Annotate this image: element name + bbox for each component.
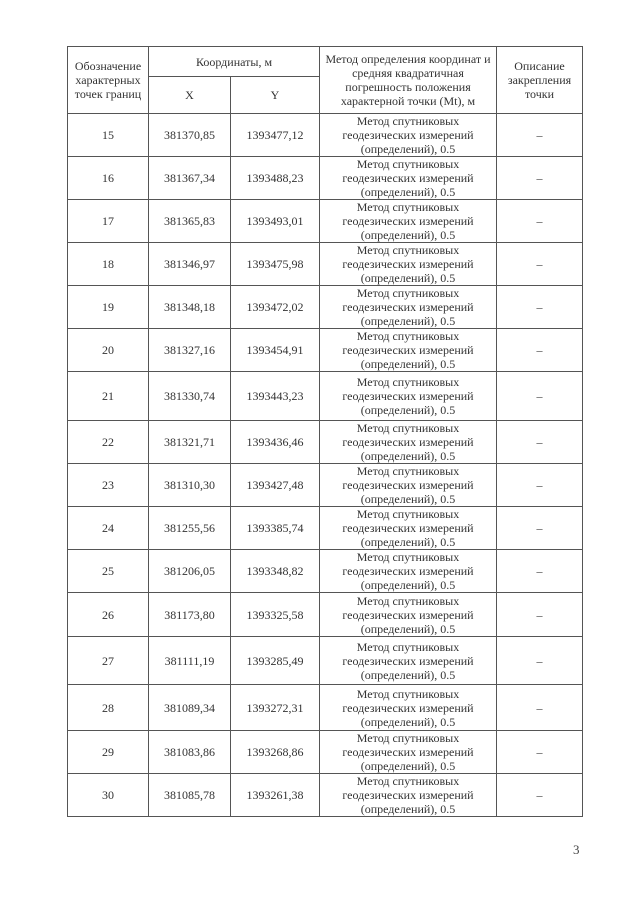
point-number-cell: 27 bbox=[68, 637, 149, 685]
table-row bbox=[68, 114, 583, 157]
coord-x-cell: 381348,18 bbox=[149, 286, 231, 329]
coord-x-cell: 381367,34 bbox=[149, 157, 231, 200]
coord-x-cell: 381083,86 bbox=[149, 731, 231, 774]
table-row bbox=[68, 507, 583, 550]
header-designation: Обозначение характерных точек границ bbox=[68, 47, 149, 114]
table-row bbox=[68, 731, 583, 774]
description-cell: – bbox=[497, 372, 583, 421]
coord-x-cell: 381365,83 bbox=[149, 200, 231, 243]
table-row bbox=[68, 637, 583, 685]
coord-x-cell: 381321,71 bbox=[149, 421, 231, 464]
description-cell: – bbox=[497, 329, 583, 372]
method-cell: Метод спутниковых геодезических измерений (определений), 0.5 bbox=[320, 114, 497, 157]
table-row bbox=[68, 372, 583, 421]
coord-y-cell: 1393477,12 bbox=[231, 114, 320, 157]
point-number-cell: 24 bbox=[68, 507, 149, 550]
coord-y-cell: 1393488,23 bbox=[231, 157, 320, 200]
method-cell: Метод спутниковых геодезических измерений (определений), 0.5 bbox=[320, 464, 497, 507]
point-number-cell: 29 bbox=[68, 731, 149, 774]
table-row bbox=[68, 421, 583, 464]
coord-y-cell: 1393285,49 bbox=[231, 637, 320, 685]
point-number-cell: 19 bbox=[68, 286, 149, 329]
header-description: Описание закрепления точки bbox=[497, 47, 583, 114]
coord-y-cell: 1393272,31 bbox=[231, 685, 320, 731]
description-cell: – bbox=[497, 157, 583, 200]
table-row bbox=[68, 685, 583, 731]
method-cell: Метод спутниковых геодезических измерений (определений), 0.5 bbox=[320, 286, 497, 329]
description-cell: – bbox=[497, 731, 583, 774]
table-row bbox=[68, 464, 583, 507]
coordinates-table bbox=[67, 46, 583, 817]
coord-y-cell: 1393427,48 bbox=[231, 464, 320, 507]
coord-y-cell: 1393348,82 bbox=[231, 550, 320, 593]
coord-y-cell: 1393436,46 bbox=[231, 421, 320, 464]
header-method: Метод определения координат и средняя квадратичная погрешность положения характерной точки (Mt), м bbox=[320, 47, 497, 114]
point-number-cell: 16 bbox=[68, 157, 149, 200]
coord-y-cell: 1393261,38 bbox=[231, 774, 320, 817]
method-cell: Метод спутниковых геодезических измерений (определений), 0.5 bbox=[320, 637, 497, 685]
description-cell: – bbox=[497, 464, 583, 507]
coord-y-cell: 1393454,91 bbox=[231, 329, 320, 372]
description-cell: – bbox=[497, 774, 583, 817]
method-cell: Метод спутниковых геодезических измерений (определений), 0.5 bbox=[320, 774, 497, 817]
method-cell: Метод спутниковых геодезических измерений (определений), 0.5 bbox=[320, 685, 497, 731]
header-y: Y bbox=[231, 77, 320, 114]
coord-x-cell: 381255,56 bbox=[149, 507, 231, 550]
point-number-cell: 23 bbox=[68, 464, 149, 507]
coord-x-cell: 381327,16 bbox=[149, 329, 231, 372]
header-coordinates: Координаты, м bbox=[149, 47, 320, 77]
coord-x-cell: 381085,78 bbox=[149, 774, 231, 817]
point-number-cell: 28 bbox=[68, 685, 149, 731]
coord-x-cell: 381330,74 bbox=[149, 372, 231, 421]
coord-x-cell: 381346,97 bbox=[149, 243, 231, 286]
point-number-cell: 15 bbox=[68, 114, 149, 157]
description-cell: – bbox=[497, 114, 583, 157]
description-cell: – bbox=[497, 593, 583, 637]
page-number: 3 bbox=[573, 842, 580, 857]
description-cell: – bbox=[497, 637, 583, 685]
coord-x-cell: 381173,80 bbox=[149, 593, 231, 637]
method-cell: Метод спутниковых геодезических измерений (определений), 0.5 bbox=[320, 329, 497, 372]
point-number-cell: 17 bbox=[68, 200, 149, 243]
description-cell: – bbox=[497, 243, 583, 286]
table-row bbox=[68, 286, 583, 329]
table-row bbox=[68, 550, 583, 593]
method-cell: Метод спутниковых геодезических измерений (определений), 0.5 bbox=[320, 593, 497, 637]
coord-y-cell: 1393385,74 bbox=[231, 507, 320, 550]
description-cell: – bbox=[497, 507, 583, 550]
coord-y-cell: 1393475,98 bbox=[231, 243, 320, 286]
table-row bbox=[68, 329, 583, 372]
coord-x-cell: 381370,85 bbox=[149, 114, 231, 157]
point-number-cell: 22 bbox=[68, 421, 149, 464]
method-cell: Метод спутниковых геодезических измерений (определений), 0.5 bbox=[320, 507, 497, 550]
method-cell: Метод спутниковых геодезических измерений (определений), 0.5 bbox=[320, 372, 497, 421]
description-cell: – bbox=[497, 421, 583, 464]
coord-y-cell: 1393472,02 bbox=[231, 286, 320, 329]
header-x: X bbox=[149, 77, 231, 114]
description-cell: – bbox=[497, 685, 583, 731]
method-cell: Метод спутниковых геодезических измерений (определений), 0.5 bbox=[320, 243, 497, 286]
method-cell: Метод спутниковых геодезических измерений (определений), 0.5 bbox=[320, 731, 497, 774]
point-number-cell: 30 bbox=[68, 774, 149, 817]
point-number-cell: 25 bbox=[68, 550, 149, 593]
coord-y-cell: 1393268,86 bbox=[231, 731, 320, 774]
coord-y-cell: 1393325,58 bbox=[231, 593, 320, 637]
description-cell: – bbox=[497, 550, 583, 593]
point-number-cell: 20 bbox=[68, 329, 149, 372]
coord-x-cell: 381089,34 bbox=[149, 685, 231, 731]
point-number-cell: 18 bbox=[68, 243, 149, 286]
description-cell: – bbox=[497, 200, 583, 243]
coord-y-cell: 1393443,23 bbox=[231, 372, 320, 421]
coord-x-cell: 381111,19 bbox=[149, 637, 231, 685]
table-row bbox=[68, 774, 583, 817]
description-cell: – bbox=[497, 286, 583, 329]
table-row bbox=[68, 157, 583, 200]
table-row bbox=[68, 593, 583, 637]
coord-x-cell: 381206,05 bbox=[149, 550, 231, 593]
point-number-cell: 21 bbox=[68, 372, 149, 421]
method-cell: Метод спутниковых геодезических измерений (определений), 0.5 bbox=[320, 200, 497, 243]
table-row bbox=[68, 243, 583, 286]
coord-y-cell: 1393493,01 bbox=[231, 200, 320, 243]
method-cell: Метод спутниковых геодезических измерений (определений), 0.5 bbox=[320, 550, 497, 593]
method-cell: Метод спутниковых геодезических измерений (определений), 0.5 bbox=[320, 421, 497, 464]
table-row bbox=[68, 200, 583, 243]
method-cell: Метод спутниковых геодезических измерений (определений), 0.5 bbox=[320, 157, 497, 200]
point-number-cell: 26 bbox=[68, 593, 149, 637]
coord-x-cell: 381310,30 bbox=[149, 464, 231, 507]
